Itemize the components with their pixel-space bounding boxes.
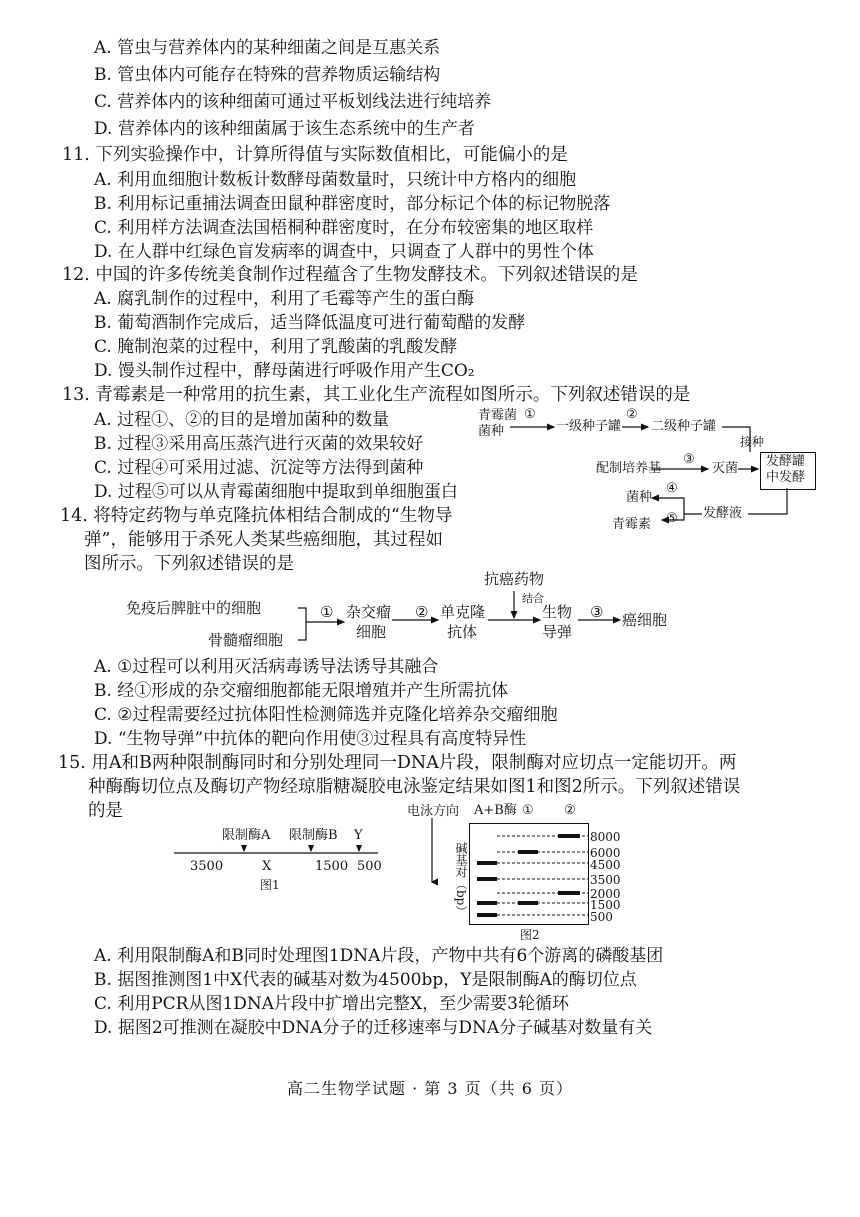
flow-broth: 发酵液 <box>703 506 743 521</box>
missile-bind-label: 结合 <box>522 592 544 605</box>
q12-option-a: A. 腐乳制作的过程中，利用了毛霉等产生的蛋白酶 <box>94 289 475 309</box>
missile-step-1: ① <box>320 603 334 621</box>
fig2-lane-1: ① <box>522 803 534 818</box>
fig2-marker-2000: 2000 <box>590 887 621 901</box>
flow-penicillin: 青霉素 <box>612 517 652 532</box>
q13-option-a: A. 过程①、②的目的是增加菌种的数量 <box>94 410 390 430</box>
missile-missile-line1: 生物 <box>542 603 573 621</box>
q11-option-b: B. 利用标记重捕法调查田鼠种群密度时，部分标记个体的标记物脱落 <box>94 194 611 214</box>
fig2-marker-1500: 1500 <box>590 898 621 912</box>
fig2-marker-6000: 6000 <box>590 846 621 860</box>
fig1-caption: 图1 <box>260 878 280 892</box>
missile-hybridoma-line2: 细胞 <box>356 623 387 641</box>
q13-stem: 13. 青霉素是一种常用的抗生素，其工业化生产流程如图所示。下列叙述错误的是 <box>62 385 691 405</box>
fig1-length-1500: 1500 <box>315 859 349 874</box>
missile-step-3: ③ <box>590 603 604 621</box>
flow-step-1: ① <box>524 407 536 422</box>
q14-stem-line1: 14. 将特定药物与单克隆抗体相结合制成的“生物导 <box>60 506 453 526</box>
q10-option-d: D. 营养体内的该种细菌属于该生态系统中的生产者 <box>94 119 475 139</box>
q14-option-d: D. “生物导弹”中抗体的靶向作用使③过程具有高度特异性 <box>94 729 527 749</box>
q15-option-a: A. 利用限制酶A和B同时处理图1DNA片段，产物中共有6个游离的磷酸基团 <box>94 946 664 966</box>
flow-sterilize: 灭菌 <box>712 461 739 476</box>
q12-option-c: C. 腌制泡菜的过程中，利用了乳酸菌的乳酸发酵 <box>94 337 458 357</box>
q11-stem: 11. 下列实验操作中，计算所得值与实际数值相比，可能偏小的是 <box>62 145 568 165</box>
q12-option-b: B. 葡萄酒制作完成后，适当降低温度可进行葡萄醋的发酵 <box>94 313 526 333</box>
flow-node-seed2: 二级种子罐 <box>651 419 717 434</box>
q15-stem-line2: 种酶酶切位点及酶切产物经琼脂糖凝胶电泳鉴定结果如图1和图2所示。下列叙述错误 <box>88 777 741 797</box>
q15-stem-line3: 的是 <box>88 801 123 821</box>
missile-drug: 抗癌药物 <box>484 570 545 588</box>
q15-option-c: C. 利用PCR从图1DNA片段中扩增出完整X，至少需要3轮循环 <box>94 994 569 1014</box>
q11-option-a: A. 利用血细胞计数板计数酵母菌数量时，只统计中方格内的细胞 <box>94 170 577 190</box>
flow-step-3: ③ <box>683 452 695 467</box>
fig1-site-y: Y <box>354 828 363 843</box>
fig2-band-ab-1500 <box>477 901 497 905</box>
missile-myeloma-cells: 骨髓瘤细胞 <box>208 631 284 649</box>
missile-cancer-cells: 癌细胞 <box>622 611 668 629</box>
missile-mab-line1: 单克隆 <box>440 603 486 621</box>
fig2-caption: 图2 <box>520 928 540 942</box>
fig2-band-lane2-8000 <box>558 834 580 838</box>
flow-strain: 菌种 <box>626 490 653 505</box>
fig2-marker-4500: 4500 <box>590 858 621 872</box>
q15-stem-line1: 15. 用A和B两种限制酶同时和分别处理同一DNA片段，限制酶对应切点一定能切开。两 <box>58 753 737 773</box>
q15-option-b: B. 据图推测图1中X代表的碱基对数为4500bp，Y是限制酶A的酶切位点 <box>94 970 637 990</box>
q12-stem: 12. 中国的许多传统美食制作过程蕴含了生物发酵技术。下列叙述错误的是 <box>62 265 638 285</box>
fig1-segment-x: X <box>262 859 272 874</box>
flow-source-line1: 青霉菌 <box>478 408 518 423</box>
flow-fermenter-line1: 发酵罐 <box>766 454 806 469</box>
q10-option-c: C. 营养体内的该种细菌可通过平板划线法进行纯培养 <box>94 92 492 112</box>
missile-hybridoma-line1: 杂交瘤 <box>346 603 392 621</box>
q14-option-b: B. 经①形成的杂交瘤细胞都能无限增殖并产生所需抗体 <box>94 681 509 701</box>
q14-option-c: C. ②过程需要经过抗体阳性检测筛选并克隆化培养杂交瘤细胞 <box>94 705 558 725</box>
q14-stem-line2: 弹”，能够用于杀死人类某些癌细胞，其过程如 <box>84 530 443 550</box>
missile-spleen-cells: 免疫后脾脏中的细胞 <box>126 599 262 617</box>
missile-mab-line2: 抗体 <box>447 623 478 641</box>
missile-step-2: ② <box>415 603 429 621</box>
fig2-marker-3500: 3500 <box>590 873 621 887</box>
flow-source-line2: 菌种 <box>478 424 505 439</box>
q10-option-b: B. 管虫体内可能存在特殊的营养物质运输结构 <box>94 65 441 85</box>
fig1-length-3500: 3500 <box>190 859 224 874</box>
q10-option-a: A. 管虫与营养体内的某种细菌之间是互惠关系 <box>94 38 441 58</box>
q11-option-d: D. 在人群中红绿色盲发病率的调查中，只调查了人群中的男性个体 <box>94 242 594 262</box>
flow-step-5: ⑤ <box>666 511 678 526</box>
fig2-marker-8000: 8000 <box>590 830 621 844</box>
flow-step-2: ② <box>626 407 638 422</box>
fig2-band-lane2-2000 <box>558 891 580 895</box>
q14-option-a: A. ①过程可以利用灭活病毒诱导法诱导其融合 <box>94 657 439 677</box>
fig2-band-ab-3500 <box>477 877 497 881</box>
q13-option-b: B. 过程③采用高压蒸汽进行灭菌的效果较好 <box>94 434 424 454</box>
fig2-ylabel: 碱基对（bp） <box>454 842 468 918</box>
q12-option-d: D. 馒头制作过程中，酵母菌进行呼吸作用产生CO₂ <box>94 361 475 381</box>
flow-inoculate-label: 接种 <box>740 435 765 449</box>
q11-option-c: C. 利用样方法调查法国梧桐种群密度时，在分布较密集的地区取样 <box>94 218 594 238</box>
fig2-marker-500: 500 <box>590 910 613 924</box>
fig1-enzyme-b: 限制酶B <box>289 828 338 843</box>
flow-step-4: ④ <box>666 481 678 496</box>
fig2-band-lane1-6000 <box>518 850 538 854</box>
fig2-band-lane1-1500 <box>518 901 538 905</box>
flow-medium: 配制培养基 <box>596 461 662 476</box>
fig1-length-500: 500 <box>357 859 382 874</box>
flow-fermenter-line2: 中发酵 <box>766 470 806 485</box>
q13-option-c: C. 过程④可采用过滤、沉淀等方法得到菌种 <box>94 458 424 478</box>
q13-option-d: D. 过程⑤可以从青霉菌细胞中提取到单细胞蛋白 <box>94 482 458 502</box>
fig1-enzyme-a: 限制酶A <box>222 828 271 843</box>
fig2-band-ab-500 <box>477 913 497 917</box>
missile-missile-line2: 导弹 <box>542 623 573 641</box>
fig2-band-ab-4500 <box>477 861 497 865</box>
q15-option-d: D. 据图2可推测在凝胶中DNA分子的迁移速率与DNA分子碱基对数量有关 <box>94 1018 653 1038</box>
page-footer: 高二生物学试题 · 第 3 页（共 6 页） <box>287 1079 573 1098</box>
q14-stem-line3: 图所示。下列叙述错误的是 <box>84 554 294 574</box>
fig2-lane-ab: A+B酶 <box>474 803 517 818</box>
fig2-lane-2: ② <box>564 803 576 818</box>
fig2-direction-label: 电泳方向 <box>407 804 460 819</box>
flow-node-seed1: 一级种子罐 <box>556 419 622 434</box>
